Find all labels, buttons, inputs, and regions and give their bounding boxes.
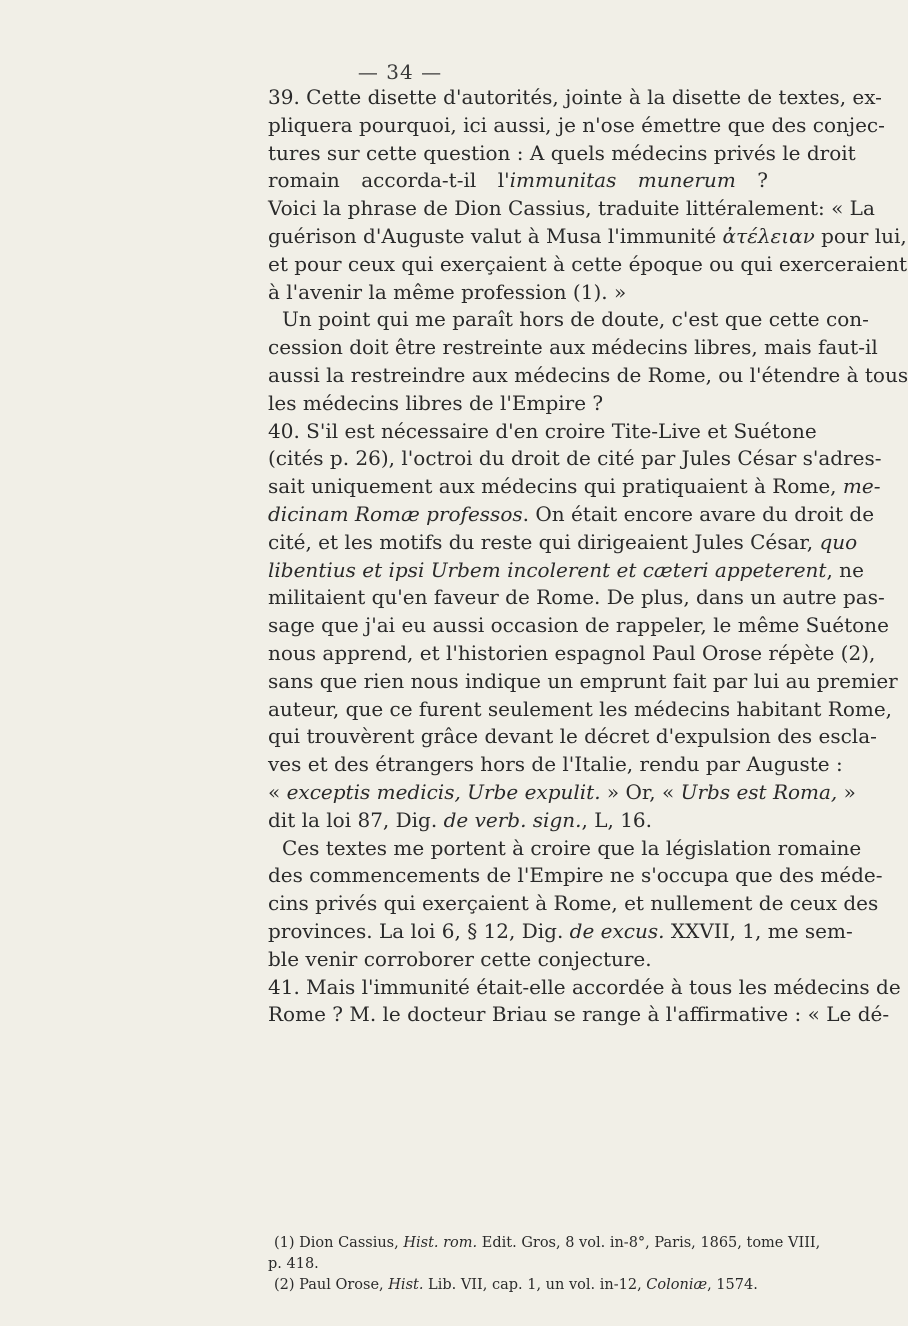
text-line: [268, 390, 768, 418]
text-run: , ne: [826, 557, 864, 582]
text-run: Edit. Gros, 8 vol. in-8°, Paris, 1865, tome VIII,: [477, 1235, 821, 1251]
body-text: [268, 84, 908, 1029]
footnote-line: [268, 1233, 821, 1254]
text-line: [268, 779, 856, 807]
text-line: [268, 501, 875, 529]
italic-text: Hist. rom.: [403, 1235, 478, 1251]
text-run: Lib. VII, cap. 1, un vol. in-12,: [423, 1277, 647, 1293]
text-run: nous apprend, et l'historien espagnol Paul Orose répète (2),: [268, 640, 876, 665]
text-run: des commencements de l'Empire ne s'occupa que des méde-: [268, 863, 883, 888]
page-number: — 34 —: [357, 60, 443, 84]
text-line: [268, 112, 885, 140]
paragraph: [268, 306, 908, 417]
text-run: 40. S'il est nécessaire d'en croire Tite-Live et Suétone: [268, 418, 817, 443]
footnote-line: [268, 1254, 768, 1275]
italic-text: ἀτέλειαν: [722, 223, 815, 248]
text-run: »: [837, 779, 856, 804]
italic-text: de verb. sign.: [443, 807, 582, 832]
text-line: [268, 557, 864, 585]
text-line: [268, 167, 768, 195]
text-line: [268, 612, 889, 640]
text-run: ves et des étrangers hors de l'Italie, rendu par Auguste :: [268, 752, 843, 777]
paragraph: [268, 84, 908, 306]
text-run: Rome ? M. le docteur Briau se range à l'affirmative : « Le dé-: [268, 1002, 890, 1027]
italic-text: libentius et ipsi Urbem incolerent et cæteri appeterent: [268, 557, 827, 582]
text-run: » Or, «: [600, 779, 681, 804]
text-line: [268, 445, 882, 473]
text-line: [268, 751, 843, 779]
text-line: [268, 862, 883, 890]
italic-text: quo: [819, 529, 858, 554]
text-line: [268, 334, 878, 362]
italic-text: Coloniæ: [646, 1277, 708, 1293]
text-run: cins privés qui exerçaient à Rome, et nullement de ceux des: [268, 891, 879, 916]
text-run: auteur, que ce furent seulement les médecins habitant Rome,: [268, 696, 893, 721]
text-run: pliquera pourquoi, ici aussi, je n'ose émettre que des conjec-: [268, 112, 885, 137]
text-line: [268, 223, 907, 251]
text-line: [268, 418, 817, 446]
text-run: tures sur cette question : A quels médecins privés le droit: [268, 140, 856, 165]
text-run: qui trouvèrent grâce devant le décret d'expulsion des escla-: [268, 724, 877, 749]
text-run: provinces. La loi 6, § 12, Dig.: [268, 918, 570, 943]
text-line: [268, 1001, 890, 1029]
paragraph: [268, 974, 901, 1030]
text-run: pour lui,: [814, 223, 907, 248]
text-run: Voici la phrase de Dion Cassius, traduite littéralement: « La: [268, 196, 875, 221]
text-line: [268, 946, 768, 974]
text-line: [268, 668, 898, 696]
italic-text: immunitas munerum: [509, 168, 736, 193]
text-run: . On était encore avare du droit de: [522, 501, 875, 526]
text-line: [268, 584, 885, 612]
text-run: (1) Dion Cassius,: [274, 1235, 404, 1251]
text-line: [268, 696, 893, 724]
text-line: [268, 195, 875, 223]
text-run: les médecins libres de l'Empire ?: [268, 390, 604, 415]
text-run: guérison d'Auguste valut à Musa l'immunité: [268, 223, 723, 248]
text-line: [268, 140, 856, 168]
text-run: aussi la restreindre aux médecins de Rome, ou l'étendre à tous: [268, 362, 908, 387]
text-line: [268, 306, 869, 334]
text-line: [268, 974, 901, 1002]
text-run: 39. Cette disette d'autorités, jointe à la disette de textes, ex-: [268, 85, 882, 109]
italic-text: dicinam Romæ professos: [268, 501, 523, 526]
text-run: cession doit être restreinte aux médecins libres, mais faut-il: [268, 335, 878, 360]
text-line: [268, 890, 879, 918]
text-run: , L, 16.: [581, 807, 653, 832]
text-line: [268, 473, 881, 501]
text-run: XXVII, 1, me sem-: [664, 918, 853, 943]
italic-text: Urbs est Roma,: [680, 779, 838, 804]
text-run: cité, et les motifs du reste qui dirigeaient Jules César,: [268, 529, 820, 554]
italic-text: me-: [842, 474, 881, 499]
text-run: Un point qui me paraît hors de doute, c'est que cette con-: [282, 307, 869, 332]
text-run: «: [268, 779, 287, 804]
text-run: à l'avenir la même profession (1). »: [268, 279, 627, 304]
paragraph: [268, 418, 898, 835]
text-run: , 1574.: [707, 1277, 758, 1293]
text-run: (cités p. 26), l'octroi du droit de cité par Jules César s'adres-: [268, 446, 882, 471]
italic-text: Hist.: [388, 1277, 424, 1293]
text-run: sage que j'ai eu aussi occasion de rappeler, le même Suétone: [268, 613, 889, 638]
footnotes: [268, 1233, 821, 1296]
text-run: romain accorda-t-il l': [268, 168, 510, 193]
italic-text: exceptis medicis, Urbe expulit.: [286, 779, 601, 804]
text-run: sait uniquement aux médecins qui pratiquaient à Rome,: [268, 474, 843, 499]
text-run: Ces textes me portent à croire que la législation romaine: [282, 835, 862, 860]
footnote-line: [268, 1275, 768, 1296]
text-line: [268, 835, 862, 863]
text-run: sans que rien nous indique un emprunt fait par lui au premier: [268, 668, 898, 693]
text-line: [268, 918, 853, 946]
text-line: [268, 362, 908, 390]
text-line: [268, 84, 882, 112]
text-run: militaient qu'en faveur de Rome. De plus, dans un autre pas-: [268, 585, 885, 610]
text-line: [268, 279, 768, 307]
text-run: (2) Paul Orose,: [274, 1277, 389, 1293]
paragraph: [268, 835, 883, 974]
text-run: et pour ceux qui exerçaient à cette époque ou qui exerceraient: [268, 251, 908, 276]
text-run: 41. Mais l'immunité était-elle accordée à tous les médecins de: [268, 974, 901, 999]
text-run: p. 418.: [268, 1256, 319, 1272]
text-line: [268, 640, 876, 668]
text-line: [268, 251, 908, 279]
text-run: ble venir corroborer cette conjecture.: [268, 946, 652, 971]
text-run: ?: [735, 168, 768, 193]
text-line: [268, 723, 877, 751]
text-run: dit la loi 87, Dig.: [268, 807, 444, 832]
italic-text: de excus.: [569, 918, 665, 943]
text-line: [268, 807, 768, 835]
text-line: [268, 529, 858, 557]
